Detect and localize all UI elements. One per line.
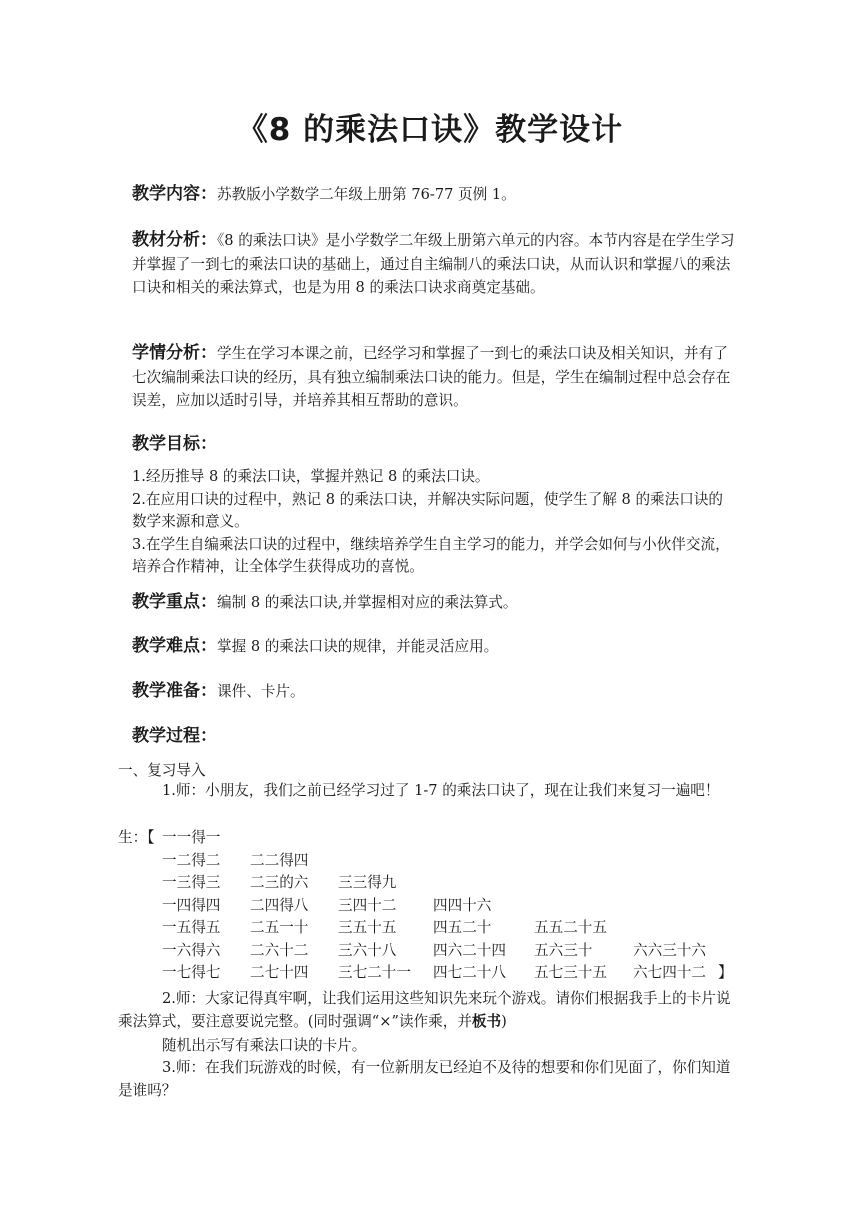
closing-bracket: 】	[718, 964, 733, 981]
material-analysis	[132, 229, 737, 300]
multiplication-fact: 三五十五	[338, 919, 397, 936]
process-label: 教学过程：	[132, 726, 217, 746]
teaching-difficulty	[132, 633, 737, 660]
multiplication-fact: 四六二十四	[433, 941, 506, 959]
multiplication-fact: 三四十二	[338, 896, 397, 914]
step-2-end: )	[501, 1012, 507, 1030]
student-analysis-label: 学情分析：	[132, 343, 217, 363]
material-analysis-text: 《8 的乘法口诀》是小学数学二年级上册第六单元的内容。本节内容是在学生学习并掌握了一到七的乘法口诀的基础上，通过自主编制八的乘法口诀，从而认识和掌握八的乘法口诀和相关的乘法算式，也是为用 8 的乘法口诀求商奠定基础。	[132, 232, 735, 296]
goal-item: 1.经历推导 8 的乘法口诀，掌握并熟记 8 的乘法口诀。	[132, 468, 490, 485]
multiplication-fact: 四五二十	[433, 919, 492, 936]
difficulty-text: 掌握 8 的乘法口诀的规律，并能灵活应用。	[217, 638, 499, 655]
process-step-1: 1.师：小朋友，我们之前已经学习过了 1-7 的乘法口诀了，现在让我们来复习一遍吧！	[162, 782, 720, 799]
teaching-key-points	[132, 589, 737, 616]
multiplication-fact: 三三得九	[338, 874, 397, 891]
teaching-content	[132, 181, 737, 208]
multiplication-fact: 一二得二	[162, 851, 221, 869]
process-part-1: 一、复习导入	[118, 762, 206, 779]
step-2-bold-text: 板书	[471, 1012, 502, 1030]
multiplication-fact: 五七三十五	[534, 964, 607, 981]
multiplication-fact: 二二得四	[250, 851, 309, 869]
student-analysis	[132, 342, 737, 413]
multiplication-fact: 一三得三	[162, 874, 221, 891]
document-title: 《8 的乘法口诀》教学设计	[236, 112, 624, 148]
multiplication-fact: 一七得七	[162, 964, 221, 981]
multiplication-fact: 六七四十二	[633, 964, 706, 981]
process-step-2-note: 随机出示写有乘法口诀的卡片。	[162, 1037, 367, 1054]
preparation-label: 教学准备：	[132, 681, 217, 701]
key-points-text: 编制 8 的乘法口诀,并掌握相对应的乘法算式。	[217, 594, 518, 611]
goal-item: 2.在应用口诀的过程中，熟记 8 的乘法口诀，并解决实际问题，使学生了解 8 的乘法口诀的数学来源和意义。	[132, 490, 724, 530]
multiplication-fact: 五六三十	[534, 941, 593, 959]
teaching-goals-label: 教学目标：	[132, 434, 217, 454]
teaching-process	[132, 723, 737, 750]
goal-item: 3.在学生自编乘法口诀的过程中，继续培养学生自主学习的能力，并学会如何与小伙伴交流，培养合作精神，让全体学生获得成功的喜悦。	[132, 535, 730, 575]
multiplication-fact: 一六得六	[162, 941, 221, 959]
teaching-content-text: 苏教版小学数学二年级上册第 76-77 页例 1。	[217, 186, 516, 203]
multiplication-fact: 二六十二	[250, 941, 309, 959]
multiplication-fact: 四七二十八	[433, 964, 506, 981]
teaching-goals-list	[132, 466, 737, 579]
multiplication-fact: 三六十八	[338, 941, 397, 959]
preparation-text: 课件、卡片。	[217, 683, 305, 700]
process-step-3: 3.师：在我们玩游戏的时候，有一位新朋友已经迫不及待的想要和你们见面了，你们知道是谁吗？	[118, 1059, 731, 1099]
multiplication-fact: 一四得四	[162, 896, 221, 914]
multiplication-fact: 二四得八	[250, 896, 309, 914]
multiplication-fact: 四四十六	[433, 896, 492, 914]
material-analysis-label: 教材分析：	[132, 230, 217, 250]
multiplication-fact: 一一得一	[162, 829, 221, 846]
process-step-2	[118, 988, 738, 1033]
teaching-goals	[132, 431, 737, 458]
teaching-content-label: 教学内容：	[132, 184, 217, 204]
multiplication-fact: 二三的六	[250, 874, 309, 891]
multiplication-fact: 二五一十	[250, 919, 309, 936]
multiplication-fact: 五五二十五	[534, 919, 607, 936]
student-analysis-text: 学生在学习本课之前，已经学习和掌握了一到七的乘法口诀及相关知识，并有了七次编制乘法口诀的经历，具有独立编制乘法口诀的能力。但是，学生在编制过程中总会存在误差，应加以适时引导，并培养其相互帮助的意识。	[132, 345, 731, 409]
multiplication-fact: 一五得五	[162, 919, 221, 936]
difficulty-label: 教学难点：	[132, 636, 217, 656]
multiplication-fact: 二七十四	[250, 964, 309, 981]
key-points-label: 教学重点：	[132, 592, 217, 612]
multiplication-fact: 六六三十六	[633, 941, 706, 959]
step-2-text: 2.师：大家记得真牢啊，让我们运用这些知识先来玩个游戏。请你们根据我手上的卡片说乘法算式，要注意要说完整。(同时强调“×”读作乘，并	[118, 990, 731, 1030]
student-prefix: 生：【	[118, 829, 155, 846]
multiplication-fact: 三七二十一	[338, 964, 411, 981]
teaching-preparation	[132, 678, 737, 705]
